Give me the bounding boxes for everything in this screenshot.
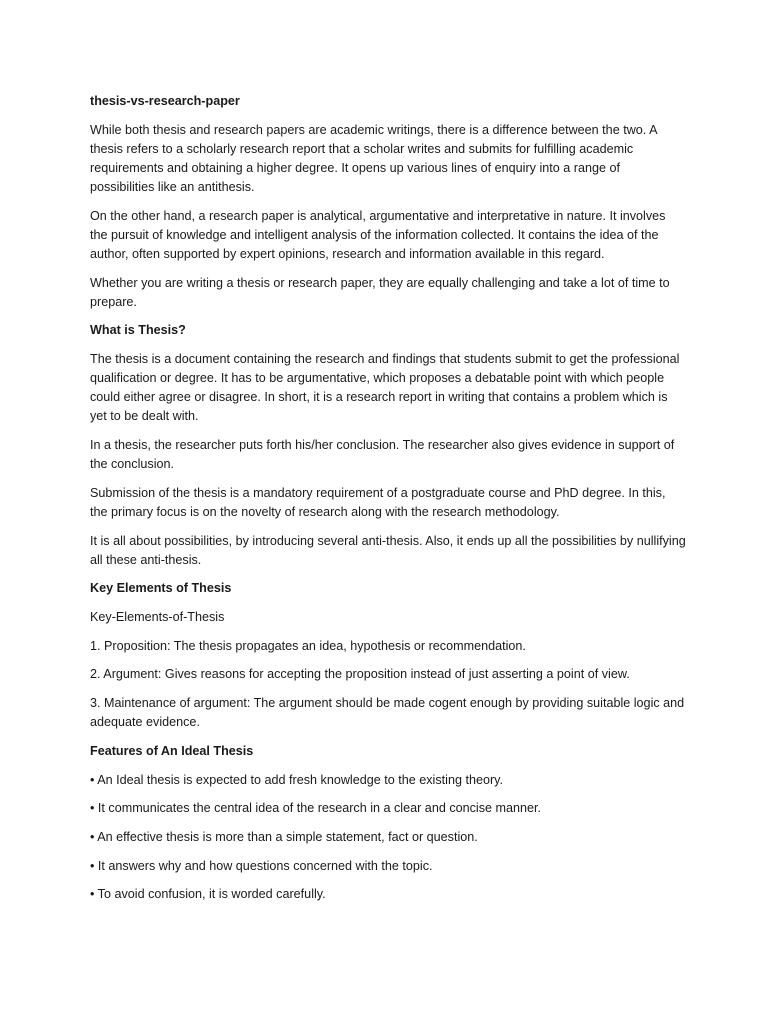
- feature-bullet: • An Ideal thesis is expected to add fresh knowledge to the existing theory.: [90, 772, 504, 787]
- key-element-item: 1. Proposition: The thesis propagates an idea, hypothesis or recommendation.: [90, 638, 526, 653]
- document-page: [90, 92, 686, 914]
- key-elements-heading: Key Elements of Thesis: [90, 581, 232, 596]
- feature-bullet: • It communicates the central idea of the research in a clear and concise manner.: [90, 801, 542, 816]
- feature-bullet: • It answers why and how questions concerned with the topic.: [90, 858, 433, 873]
- thesis-paragraph: In a thesis, the researcher puts forth his/her conclusion. The researcher also gives evidence in support of the conclusion.: [90, 437, 675, 472]
- what-is-thesis-heading: What is Thesis?: [90, 323, 186, 338]
- thesis-paragraph: Submission of the thesis is a mandatory requirement of a postgraduate course and PhD degree. In this, the primary focus is on the novelty of research along with the research methodology.: [90, 485, 666, 519]
- intro-paragraph: While both thesis and research papers are academic writings, there is a difference between the two. A thesis refers to a scholarly research report that a scholar writes and submits for fulfilling academic requirements and obtaining a higher degree. It opens up various lines of enquiry into a range of possibilities like an antithesis.: [90, 122, 657, 194]
- document-title: thesis-vs-research-paper: [90, 94, 240, 108]
- feature-bullet: • An effective thesis is more than a simple statement, fact or question.: [90, 829, 478, 844]
- key-element-item: 3. Maintenance of argument: The argument should be made cogent enough by providing suitable logic and adequate evidence.: [90, 696, 685, 730]
- key-elements-image-caption: Key-Elements-of-Thesis: [90, 610, 225, 624]
- feature-bullet: • To avoid confusion, it is worded carefully.: [90, 887, 326, 902]
- features-heading: Features of An Ideal Thesis: [90, 743, 254, 758]
- intro-paragraph: Whether you are writing a thesis or research paper, they are equally challenging and take a lot of time to prepare.: [90, 275, 670, 309]
- thesis-paragraph: The thesis is a document containing the research and findings that students submit to get the professional qualification or degree. It has to be argumentative, which proposes a debatable point with which people could either agree or disagree. In short, it is a research report in writing that contains a problem which is yet to be dealt with.: [90, 352, 680, 424]
- thesis-paragraph: It is all about possibilities, by introducing several anti-thesis. Also, it ends up all the possibilities by nullifying all these anti-thesis.: [90, 533, 686, 567]
- intro-paragraph: On the other hand, a research paper is analytical, argumentative and interpretative in nature. It involves the pursuit of knowledge and intelligent analysis of the information collected. It contains the idea of the author, often supported by expert opinions, research and information available in this regard.: [90, 208, 666, 261]
- key-element-item: 2. Argument: Gives reasons for accepting the proposition instead of just asserting a point of view.: [90, 667, 630, 682]
